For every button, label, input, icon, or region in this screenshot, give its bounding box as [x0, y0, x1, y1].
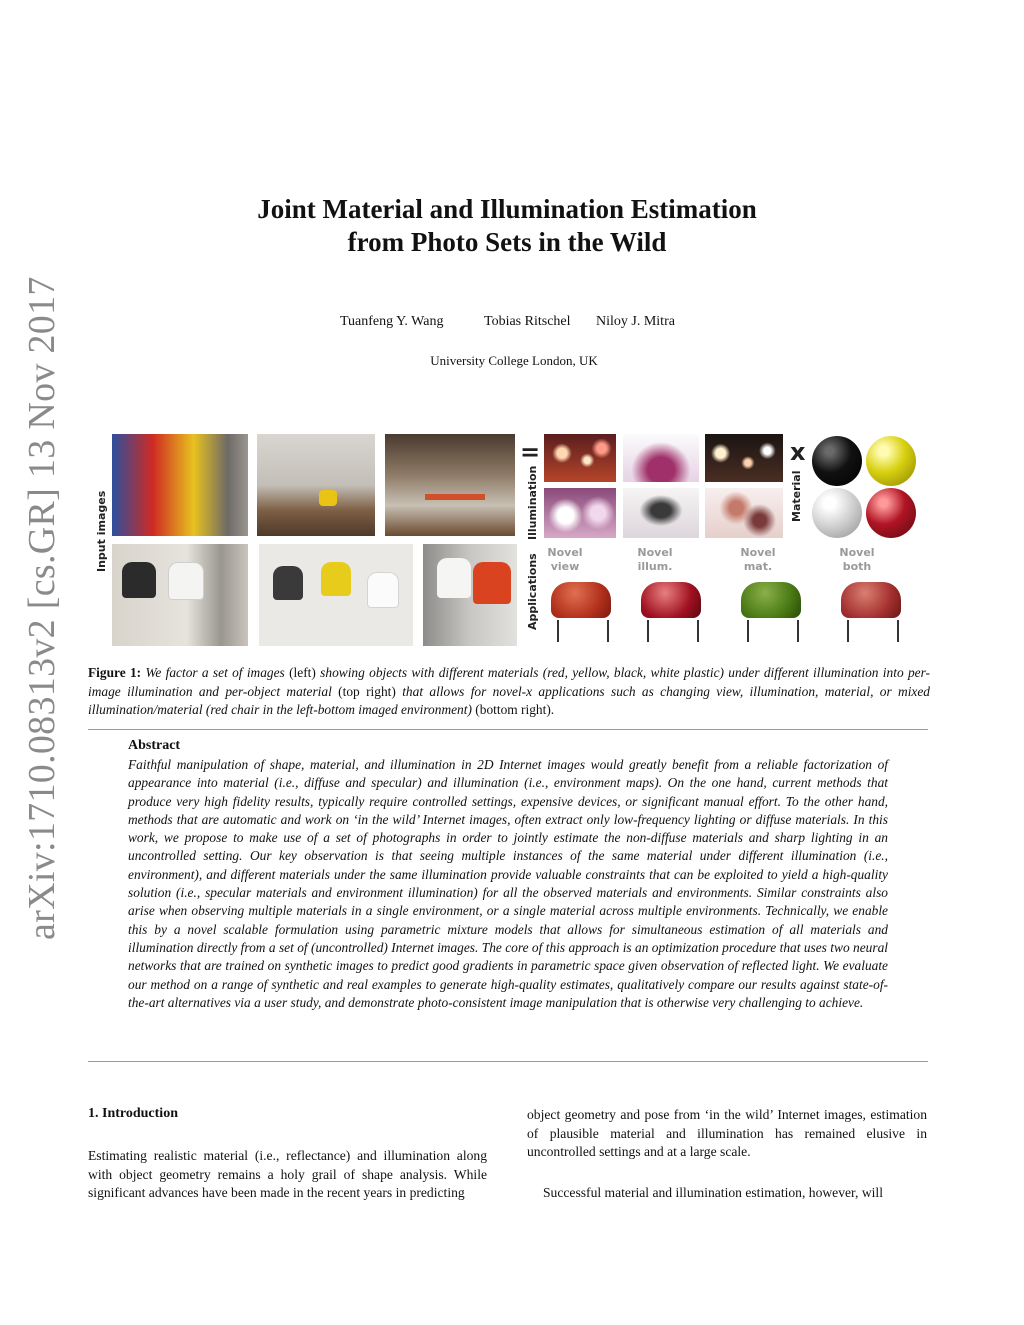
label-illumination: Illumination	[526, 465, 539, 540]
title-line-1: Joint Material and Illumination Estimation	[257, 194, 757, 224]
author-wang: Tuanfeng Y. Wang	[340, 314, 444, 329]
input-photo-2	[257, 434, 375, 536]
app-chair-novel-illum	[635, 580, 707, 644]
input-photo-5	[259, 544, 413, 646]
material-sphere-red	[866, 488, 916, 538]
illumination-map-1	[544, 434, 616, 482]
author-mitra: Niloy J. Mitra	[596, 314, 675, 329]
affiliation: University College London, UK	[430, 353, 598, 368]
input-photo-6	[423, 544, 517, 646]
illumination-map-6	[705, 488, 783, 538]
title-line-2: from Photo Sets in the Wild	[347, 227, 667, 257]
section-heading-introduction: 1. Introduction	[88, 1106, 178, 1121]
material-sphere-yellow	[866, 436, 916, 486]
equals-sign: =	[520, 438, 541, 466]
illumination-map-3	[705, 434, 783, 482]
material-sphere-black	[812, 436, 862, 486]
app-label-novel-mat: Novel mat.	[740, 546, 776, 573]
intro-left-column: Estimating realistic material (i.e., reflectance) and illumination along with object geometry remains a holy grail of shape analysis. While significant advances have been made in the recent years in predicting	[88, 1148, 487, 1201]
illumination-map-5	[623, 488, 699, 538]
paper-title	[0, 193, 1014, 259]
app-chair-novel-view	[545, 580, 617, 644]
app-chair-novel-mat	[735, 580, 807, 644]
divider-top	[88, 729, 928, 730]
label-material: Material	[790, 470, 803, 522]
input-photo-4	[112, 544, 248, 646]
teaser-figure	[95, 430, 935, 650]
abstract-body: Faithful manipulation of shape, material, and illumination in 2D Internet images would greatly benefit from a reliable factorization of appearance into material (i.e., diffuse and specular) and illumination (i.e., environment maps). On the one hand, current methods that produce very high fidelity results, typically require controlled settings, expensive devices, or significant manual effort. To the other hand, methods that are automatic and work on ‘in the wild’ Internet images, often extract only low-frequency lighting or diffuse materials. In this work, we propose to make use of a set of photographs in order to jointly estimate the non-diffuse materials and sharp lighting in an uncontrolled setting. Our key observation is that seeing multiple instances of the same material under different illumination (i.e., environment), and different materials under the same illumination provide valuable constraints that can be exploited to yield a high-quality solution (i.e., specular materials and environment illumination) for all the observed materials and environments. Similar constraints also arise when observing multiple materials in a single environment, or a single material across multiple environments. Technically, we enable this by a novel scalable formulation using parametric mixture models that allows for simultaneous estimation of all materials and illumination directly from a set of (uncontrolled) Internet images. The core of this approach is an optimization procedure that uses two neural networks that are trained on synthetic images to predict good gradients in parametric space given observation of reflected light. We evaluate our method on a range of synthetic and real examples to generate high-quality estimates, qualitatively compare our results against state-of-the-art alternatives via a user study, and demonstrate photo-consistent image manipulation that is otherwise very challenging to achieve.	[128, 757, 888, 1010]
illumination-map-4	[544, 488, 616, 538]
abstract-heading: Abstract	[128, 738, 181, 753]
figure-caption: Figure 1: We factor a set of images (left) showing objects with different materials (red, yellow, black, white plastic) under different illumination into per-image illumination and per-object material (top right) that allows for novel-x applications such as changing view, illumination, material, or mixed illumination/material (red chair in the left-bottom imaged environment) (bottom right).	[88, 665, 931, 718]
label-input-images: Input images	[95, 490, 108, 572]
times-sign: x	[790, 438, 806, 466]
illumination-map-2	[623, 434, 699, 482]
app-chair-novel-both	[835, 580, 907, 644]
app-label-novel-view: Novel view	[547, 546, 583, 573]
caption-label: Figure 1:	[88, 665, 142, 680]
input-photo-1	[112, 434, 248, 536]
label-applications: Applications	[526, 553, 539, 630]
divider-bottom	[88, 1061, 928, 1062]
input-photo-3	[385, 434, 515, 536]
app-label-novel-both: Novel both	[839, 546, 875, 573]
arxiv-identifier: arXiv:1710.08313v2 [cs.GR] 13 Nov 2017	[21, 276, 63, 940]
app-label-novel-illum: Novel illum.	[637, 546, 673, 573]
material-sphere-white	[812, 488, 862, 538]
intro-right-paragraph-2: Successful material and illumination estimation, however, will	[543, 1185, 883, 1200]
author-ritschel: Tobias Ritschel	[484, 314, 571, 329]
intro-right-paragraph-1: object geometry and pose from ‘in the wild’ Internet images, estimation of plausible material and illumination has remained elusive in uncontrolled settings and at a large scale.	[527, 1107, 927, 1160]
